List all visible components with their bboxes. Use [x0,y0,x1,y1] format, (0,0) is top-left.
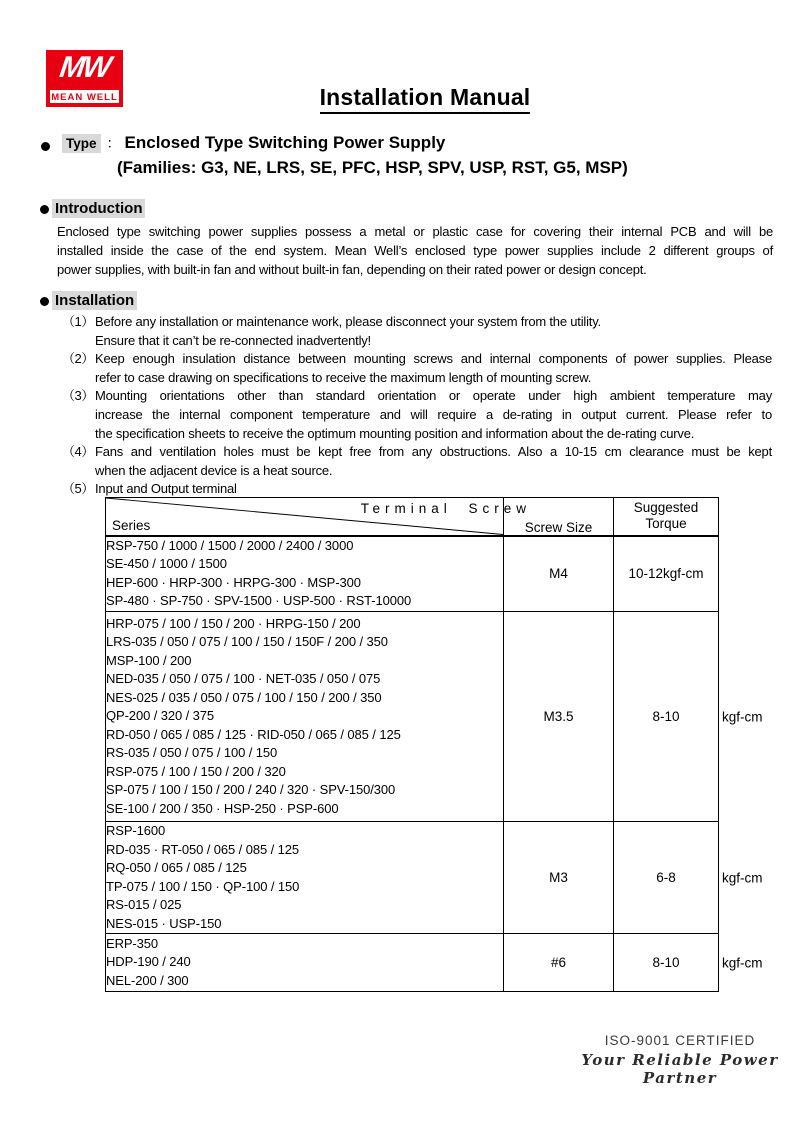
terminal-screw-table [105,497,763,992]
item-number: （1） [62,314,94,329]
intro-line: installed inside the case of the end system. Mean Well’s enclosed type power supplies include 2 different groups of [57,243,773,258]
series-entry: HEP-600 · HRP-300 · HRPG-300 · MSP-300 [106,574,361,590]
type-label: Type [62,134,101,153]
type-value: Enclosed Type Switching Power Supply [124,133,446,152]
series-cell [106,536,504,612]
series-entry: NED-035 / 050 / 075 / 100 · NET-035 / 050 / 075 [106,671,381,687]
installation-item [62,313,774,350]
item-line: Mounting orientations other than standard orientation or operate under high ambient temperature may [95,388,772,404]
installation-item [62,350,774,387]
series-entry: RSP-075 / 100 / 150 / 200 / 320 [106,763,286,779]
torque-label-line2: Torque [645,516,687,532]
torque-value: 6-8 [656,870,676,885]
item-line: refer to case drawing on specifications to receive the maximum length of mounting screw. [95,369,592,385]
title-area [50,84,800,114]
item-line: Fans and ventilation holes must be kept free from any obstructions. Also a 10-15 cm clearance must be kept [95,444,772,460]
series-entry: RS-035 / 050 / 075 / 100 / 150 [106,745,278,761]
table-row [106,822,719,934]
series-entry: SE-450 / 1000 / 1500 [106,556,227,572]
series-entry: NES-025 / 035 / 050 / 075 / 100 / 150 / 200 / 350 [106,689,382,705]
introduction-heading: Introduction [52,199,145,218]
series-entry: LRS-035 / 050 / 075 / 100 / 150 / 150F / 200 / 350 [106,634,388,650]
suggested-torque-header [614,498,719,536]
item-line: Keep enough insulation distance between mounting screws and internal components of power supplies. Please [95,351,772,367]
series-entry: RSP-750 / 1000 / 1500 / 2000 / 2400 / 3000 [106,537,354,553]
series-entry: RD-050 / 065 / 085 / 125 · RID-050 / 065 / 085 / 125 [106,726,401,742]
item-line: Before any installation or maintenance work, please disconnect your system from the utility. [95,314,601,329]
screw-size-cell: M4 [504,536,614,612]
iso-certified-text: ISO-9001 CERTIFIED [604,1033,756,1048]
torque-value: 8-10 [652,709,680,724]
bullet-icon [41,142,50,151]
series-entry: ERP-350 [106,935,159,951]
intro-line: power supplies, with built-in fan and without built-in fan, depending on their rated power or design concept. [57,262,647,277]
series-header-cell [106,498,531,536]
bullet-icon [40,205,49,214]
torque-cell [614,934,763,992]
item-line: Input and Output terminal [95,481,237,497]
item-text [95,350,772,387]
torque-unit-overflow: kgf-cm [722,955,763,970]
series-entry: NES-015 · USP-150 [106,915,222,931]
torque-value: 8-10 [652,955,680,970]
type-families: (Families: G3, NE, LRS, SE, PFC, HSP, SPV, USP, RST, G5, MSP) [117,158,628,177]
logo-monogram: MW [57,51,112,84]
item-line: Ensure that it can’t be re-connected inadvertently! [95,332,371,348]
item-number: （5） [62,481,94,497]
item-line: when the adjacent device is a heat source. [95,462,333,478]
torque-cell [614,822,763,934]
series-entry: MSP-100 / 200 [106,652,192,668]
screw-size-label: Screw Size [524,519,593,535]
table-row [106,612,719,822]
installation-items [62,313,774,499]
series-cell [106,822,504,934]
installation-item [62,387,774,443]
series-entry: TP-075 / 100 / 150 · QP-100 / 150 [106,878,300,894]
series-label: Series [112,517,151,533]
bullet-icon [40,297,49,306]
series-entry: HRP-075 / 100 / 150 / 200 · HRPG-150 / 200 [106,615,361,631]
logo-brand-text: MEAN WELL [49,89,120,104]
series-entry: RS-015 / 025 [106,897,182,912]
torque-unit-overflow: kgf-cm [722,870,763,885]
intro-line: Enclosed type switching power supplies possess a metal or plastic case for covering their internal PCB and will be [57,224,773,239]
series-entry: RSP-1600 [106,823,166,838]
screw-size-cell: #6 [504,934,614,992]
torque-cell [614,612,763,822]
series-entry: NEL-200 / 300 [106,972,189,988]
terminal-screw-label: Terminal Screw [360,501,531,516]
item-text [95,313,772,350]
series-cell [106,612,504,822]
item-text [95,443,772,480]
torque-label-line1: Suggested [633,500,699,516]
type-colon: ： [106,135,121,151]
item-line: increase the internal component temperature and will require a de-rating in output current. Please refer to [95,406,772,422]
series-entry: QP-200 / 320 / 375 [106,708,215,724]
table-row [106,536,719,612]
torque-unit-overflow: kgf-cm [722,709,763,724]
series-entry: RD-035 · RT-050 / 065 / 085 / 125 [106,841,300,857]
torque-cell [614,536,719,612]
installation-item [62,443,774,480]
series-entry: RQ-050 / 065 / 085 / 125 [106,860,247,875]
table-row [106,934,719,992]
introduction-paragraph [57,222,773,279]
type-section [62,133,445,153]
page-title: Installation Manual [320,84,531,114]
item-number: （3） [62,388,94,404]
series-cell [106,934,504,992]
item-number: （4） [62,444,94,460]
series-entry: SE-100 / 200 / 350 · HSP-250 · PSP-600 [106,800,339,816]
series-entry: HDP-190 / 240 [106,954,191,970]
item-number: （2） [62,351,94,367]
slogan-text: Your Reliable Power Partner [581,1051,779,1087]
item-text [95,387,772,443]
series-entry: SP-075 / 100 / 150 / 200 / 240 / 320 · SPV-150/300 [106,782,396,798]
screw-size-cell: M3 [504,822,614,934]
series-entry: SP-480 · SP-750 · SPV-1500 · USP-500 · RST-10000 [106,593,412,609]
item-line: the specification sheets to receive the optimum mounting position and information about the de-rating curve. [95,425,695,441]
torque-value: 10-12kgf-cm [628,566,704,582]
table-header-row [106,498,719,536]
screw-size-cell: M3.5 [504,612,614,822]
installation-heading: Installation [52,291,137,310]
